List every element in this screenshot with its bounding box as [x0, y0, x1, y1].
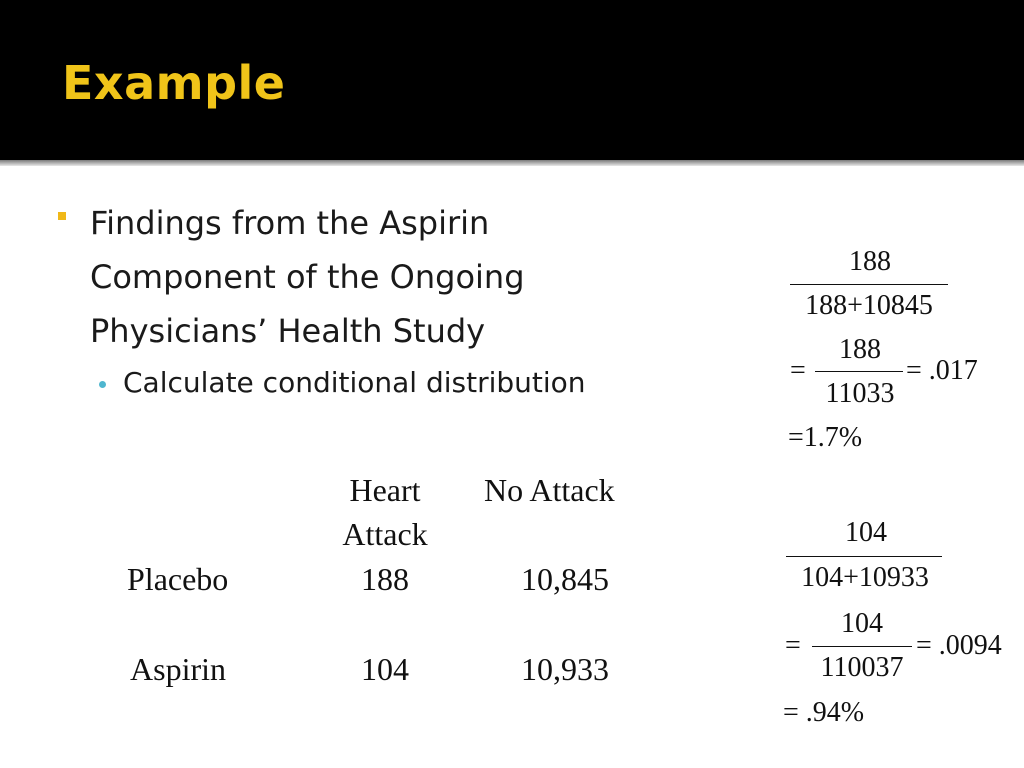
- row-label-aspirin: Aspirin: [130, 651, 226, 687]
- slide-title: Example: [62, 56, 286, 110]
- math1-numerator: 188: [849, 246, 891, 277]
- math1-result: = .017: [906, 355, 978, 386]
- header-heart: Heart: [349, 472, 421, 508]
- math2-fraction-bar2: [812, 646, 912, 647]
- math1-percent: =1.7%: [788, 422, 863, 453]
- row-label-placebo: Placebo: [127, 561, 229, 597]
- square-bullet-icon: [58, 212, 66, 220]
- math1-fraction-bar: [790, 284, 948, 285]
- math2-percent: = .94%: [783, 697, 865, 728]
- math2-numerator2: 104: [841, 608, 883, 639]
- cell-aspirin-no-attack: 10,933: [521, 651, 609, 687]
- cell-placebo-heart-attack: 188: [361, 561, 409, 597]
- math1-denominator2: 11033: [825, 378, 895, 409]
- math2-fraction-bar: [786, 556, 942, 557]
- math1-denominator: 188+10845: [805, 290, 933, 321]
- cell-placebo-no-attack: 10,845: [521, 561, 609, 597]
- math2-denominator: 104+10933: [801, 562, 929, 593]
- title-divider: [0, 160, 1024, 166]
- math2-equals: =: [785, 630, 801, 661]
- round-bullet-icon: [99, 381, 106, 388]
- math2-result: = .0094: [916, 630, 1002, 661]
- cell-aspirin-heart-attack: 104: [361, 651, 409, 687]
- math2-denominator2: 110037: [820, 652, 904, 683]
- sub-bullet-text: Calculate conditional distribution: [123, 366, 586, 399]
- header-no-attack: No Attack: [484, 472, 615, 508]
- math1-numerator2: 188: [839, 334, 881, 365]
- main-bullet-text: Findings from the Aspirin Component of the Ongoing Physicians’ Health Study: [90, 204, 525, 350]
- math2-numerator: 104: [845, 517, 887, 548]
- header-attack: Attack: [342, 516, 428, 552]
- math1-fraction-bar2: [815, 371, 903, 372]
- math1-equals: =: [790, 355, 806, 386]
